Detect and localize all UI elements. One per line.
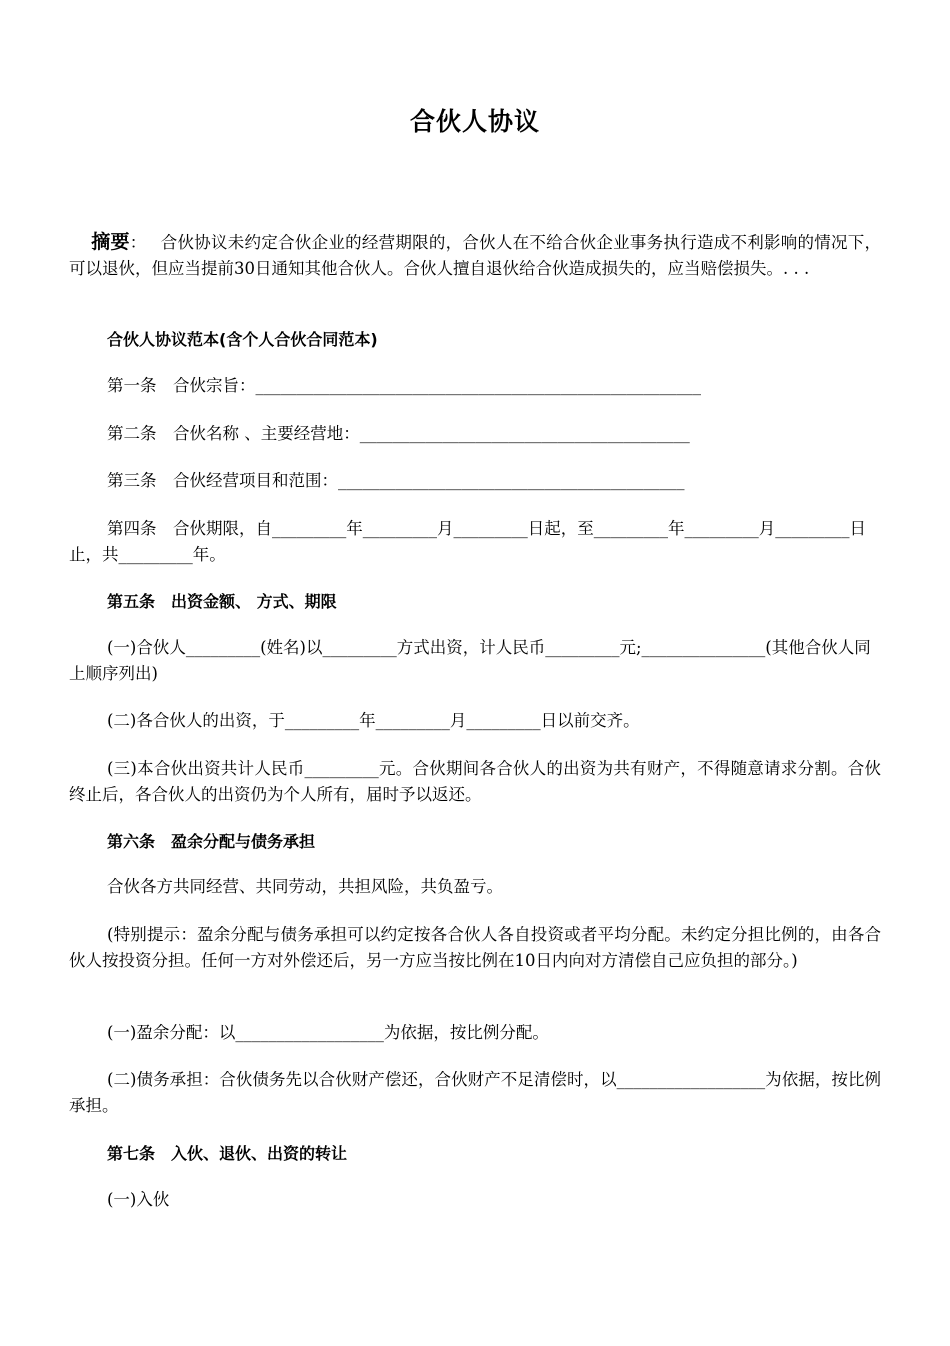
article-7-item-1: (一)入伙 <box>107 1190 170 1209</box>
article-2: 第二条 合伙名称 、主要经营地：________________________________________ <box>107 424 690 443</box>
article-5-heading: 第五条 出资金额、 方式、期限 <box>107 592 337 611</box>
document-title: 合伙人协议 <box>409 107 540 136</box>
article-5-item-3: (三)本合伙出资共计人民币_________元。合伙期间各合伙人的出资为共有财产，不得随意请求分割。合伙终止后，各合伙人的出资仍为个人所有，届时予以返还。 <box>69 759 881 804</box>
article-6-note: (特别提示：盈余分配与债务承担可以约定按各合伙人各自投资或者平均分配。未约定分担比例的，由各合伙人按投资分担。任何一方对外偿还后，另一方应当按比例在10日内向对方清偿自己应负担的部分。) <box>69 925 881 970</box>
article-6-item-1: (一)盈余分配：以__________________为依据，按比例分配。 <box>107 1023 549 1042</box>
article-4: 第四条 合伙期限，自_________年_________月_________日起，至_________年_________月_________日止，共_________年。 <box>69 519 866 564</box>
abstract-colon: ： <box>129 233 147 252</box>
abstract-paragraph <box>69 229 881 282</box>
abstract-label: 摘要 <box>91 231 130 253</box>
article-3: 第三条 合伙经营项目和范围：__________________________________________ <box>107 471 685 490</box>
article-7-heading: 第七条 入伙、退伙、出资的转让 <box>107 1144 348 1163</box>
article-6-heading: 第六条 盈余分配与债务承担 <box>107 832 316 851</box>
article-6-item-2: (二)债务承担：合伙债务先以合伙财产偿还，合伙财产不足清偿时，以__________________为依据，按比例承担。 <box>69 1070 881 1115</box>
article-5-item-2: (二)各合伙人的出资，于_________年_________月_________日以前交齐。 <box>107 711 640 730</box>
article-6-intro: 合伙各方共同经营、共同劳动，共担风险，共负盈亏。 <box>107 877 503 896</box>
subtitle: 合伙人协议范本(含个人合伙合同范本) <box>107 330 378 349</box>
abstract-text: 合伙协议未约定合伙企业的经营期限的，合伙人在不给合伙企业事务执行造成不利影响的情况下，可以退伙，但应当提前30日通知其他合伙人。合伙人擅自退伙给合伙造成损失的，应当赔偿损失。. . . <box>69 233 881 278</box>
article-5-item-1: (一)合伙人_________(姓名)以_________方式出资，计人民币_________元;_______________(其他合伙人同上顺序列出) <box>69 638 871 683</box>
article-1: 第一条 合伙宗旨：______________________________________________________ <box>107 376 701 395</box>
